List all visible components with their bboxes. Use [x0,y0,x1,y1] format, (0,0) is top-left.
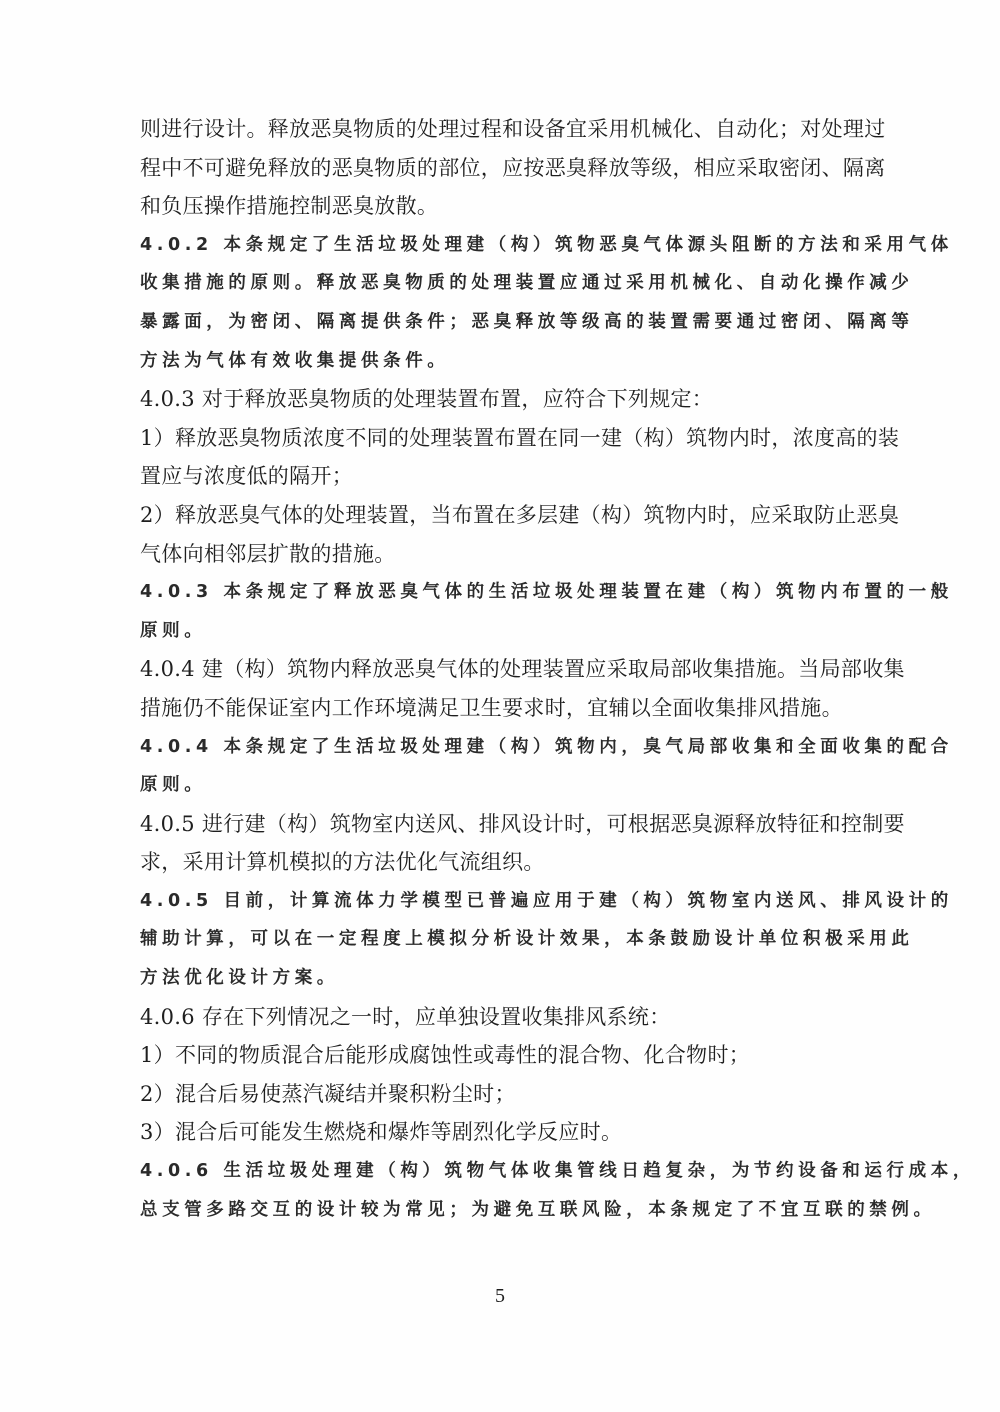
page-number: 5 [495,1285,505,1307]
text-line: 程中不可避免释放的恶臭物质的部位，应按恶臭释放等级，相应采取密闭、隔离 [140,155,886,180]
clause-heading-line: 4.0.4 建（构）筑物内释放恶臭气体的处理装置应采取局部收集措施。当局部收集 [140,657,905,682]
text-line: 则进行设计。释放恶臭物质的处理过程和设备宜采用机械化、自动化；对处理过 [140,117,886,141]
text-line: 2）混合后易使蒸汽凝结并聚积粉尘时； [140,1081,516,1106]
text-line: 1）释放恶臭物质浓度不同的处理装置布置在同一建（构）筑物内时，浓度高的装 [140,425,900,450]
text-line: 置应与浓度低的隔开； [140,464,353,489]
text-line: 措施仍不能保证室内工作环境满足卫生要求时，宜辅以全面收集排风措施。 [140,695,843,720]
explanation-line: 总支管多路交互的设计较为常见；为避免互联风险，本条规定了不宜互联的禁例。 [140,1199,936,1220]
text-line: 3）混合后可能发生燃烧和爆炸等剧烈化学反应时。 [140,1120,623,1145]
document-body [140,110,975,1229]
explanation-line: 4.0.3 本条规定了释放恶臭气体的生活垃圾处理装置在建（构）筑物内布置的一般 [140,582,953,603]
clause-heading-line: 4.0.6 存在下列情况之一时，应单独设置收集排风系统： [140,1004,671,1029]
text-line: 气体向相邻层扩散的措施。 [140,541,396,566]
explanation-line: 方法优化设计方案。 [140,968,339,989]
explanation-line: 原则。 [140,620,207,641]
text-line: 1）不同的物质混合后能形成腐蚀性或毒性的混合物、化合物时； [140,1043,751,1068]
explanation-line: 4.0.5 目前，计算流体力学模型已普遍应用于建（构）筑物室内送风、排风设计的 [140,890,953,911]
explanation-line: 原则。 [140,775,207,796]
clause-heading-line: 4.0.3 对于释放恶臭物质的处理装置布置，应符合下列规定： [140,387,714,412]
explanation-line: 辅助计算，可以在一定程度上模拟分析设计效果，本条鼓励设计单位积极采用此 [140,929,914,950]
explanation-line: 暴露面，为密闭、隔离提供条件；恶臭释放等级高的装置需要通过密闭、隔离等 [140,311,914,332]
clause-heading-line: 4.0.5 进行建（构）筑物室内送风、排风设计时，可根据恶臭源释放特征和控制要 [140,811,905,836]
explanation-line: 4.0.2 本条规定了生活垃圾处理建（构）筑物恶臭气体源头阻断的方法和采用气体 [140,234,953,255]
explanation-line: 4.0.6 生活垃圾处理建（构）筑物气体收集管线日趋复杂，为节约设备和运行成本， [140,1161,975,1182]
text-line: 求，采用计算机模拟的方法优化气流组织。 [140,850,545,875]
text-line: 2）释放恶臭气体的处理装置，当布置在多层建（构）筑物内时，应采取防止恶臭 [140,502,900,527]
explanation-line: 收集措施的原则。释放恶臭物质的处理装置应通过采用机械化、自动化操作减少 [140,273,914,294]
explanation-line: 4.0.4 本条规定了生活垃圾处理建（构）筑物内，臭气局部收集和全面收集的配合 [140,736,953,757]
text-line: 和负压操作措施控制恶臭放散。 [140,194,439,219]
explanation-line: 方法为气体有效收集提供条件。 [140,350,450,371]
